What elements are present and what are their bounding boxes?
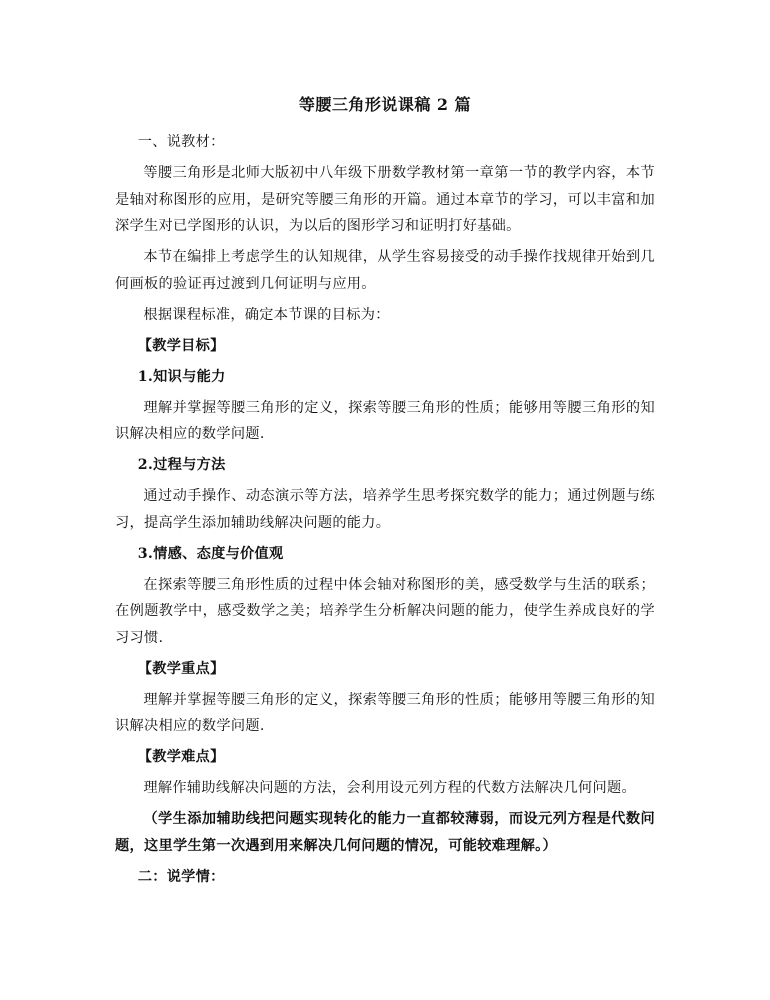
- goal-attitude-heading: 3.情感、态度与价值观: [137, 545, 284, 562]
- paragraph: 理解并掌握等腰三角形的定义，探索等腰三角形的性质；能够用等腰三角形的知识解决相应的数学问题.: [115, 691, 655, 734]
- difficulties-heading: 【教学难点】: [137, 749, 225, 765]
- note-paragraph: （学生添加辅助线把问题实现转化的能力一直都较薄弱，而设元列方程是代数问题，这里学生第一次遇到用来解决几何问题的情况，可能较难理解。）: [115, 811, 655, 854]
- document-body: [115, 129, 655, 895]
- section-heading-students: 二：说学情：: [137, 868, 225, 885]
- paragraph: 根据课程标准，确定本节课的目标为：: [143, 306, 390, 323]
- paragraph: 在探索等腰三角形性质的过程中体会轴对称图形的美，感受数学与生活的联系；在例题教学中，感受数学之美；培养学生分析解决问题的能力，使学生养成良好的学习习惯.: [115, 576, 655, 646]
- paragraph: 通过动手操作、动态演示等方法，培养学生思考探究数学的能力；通过例题与练习，提高学生添加辅助线解决问题的能力。: [115, 488, 655, 531]
- teaching-goals-heading: 【教学目标】: [137, 337, 225, 354]
- key-points-heading: 【教学重点】: [137, 660, 225, 677]
- paragraph: 等腰三角形是北师大版初中八年级下册数学教材第一章第一节的教学内容，本节是轴对称图形的应用，是研究等腰三角形的开篇。通过本章节的学习，可以丰富和加深学生对已学图形的认识，为以后的图形学习和证明打好基础。: [115, 165, 655, 234]
- paragraph: 本节在编排上考虑学生的认知规律，从学生容易接受的动手操作找规律开始到几何画板的验证再过渡到几何证明与应用。: [115, 249, 655, 292]
- document-title: 等腰三角形说课稿 2 篇: [298, 95, 472, 114]
- paragraph: 理解作辅助线解决问题的方法，会利用设元列方程的代数方法解决几何问题。: [143, 780, 636, 796]
- section-heading-textbook: 一、说教材：: [137, 134, 225, 150]
- goal-knowledge-heading: 1.知识与能力: [137, 368, 226, 385]
- goal-process-heading: 2.过程与方法: [137, 457, 226, 473]
- paragraph: 理解并掌握等腰三角形的定义，探索等腰三角形的性质；能够用等腰三角形的知识解决相应的数学问题.: [115, 399, 655, 442]
